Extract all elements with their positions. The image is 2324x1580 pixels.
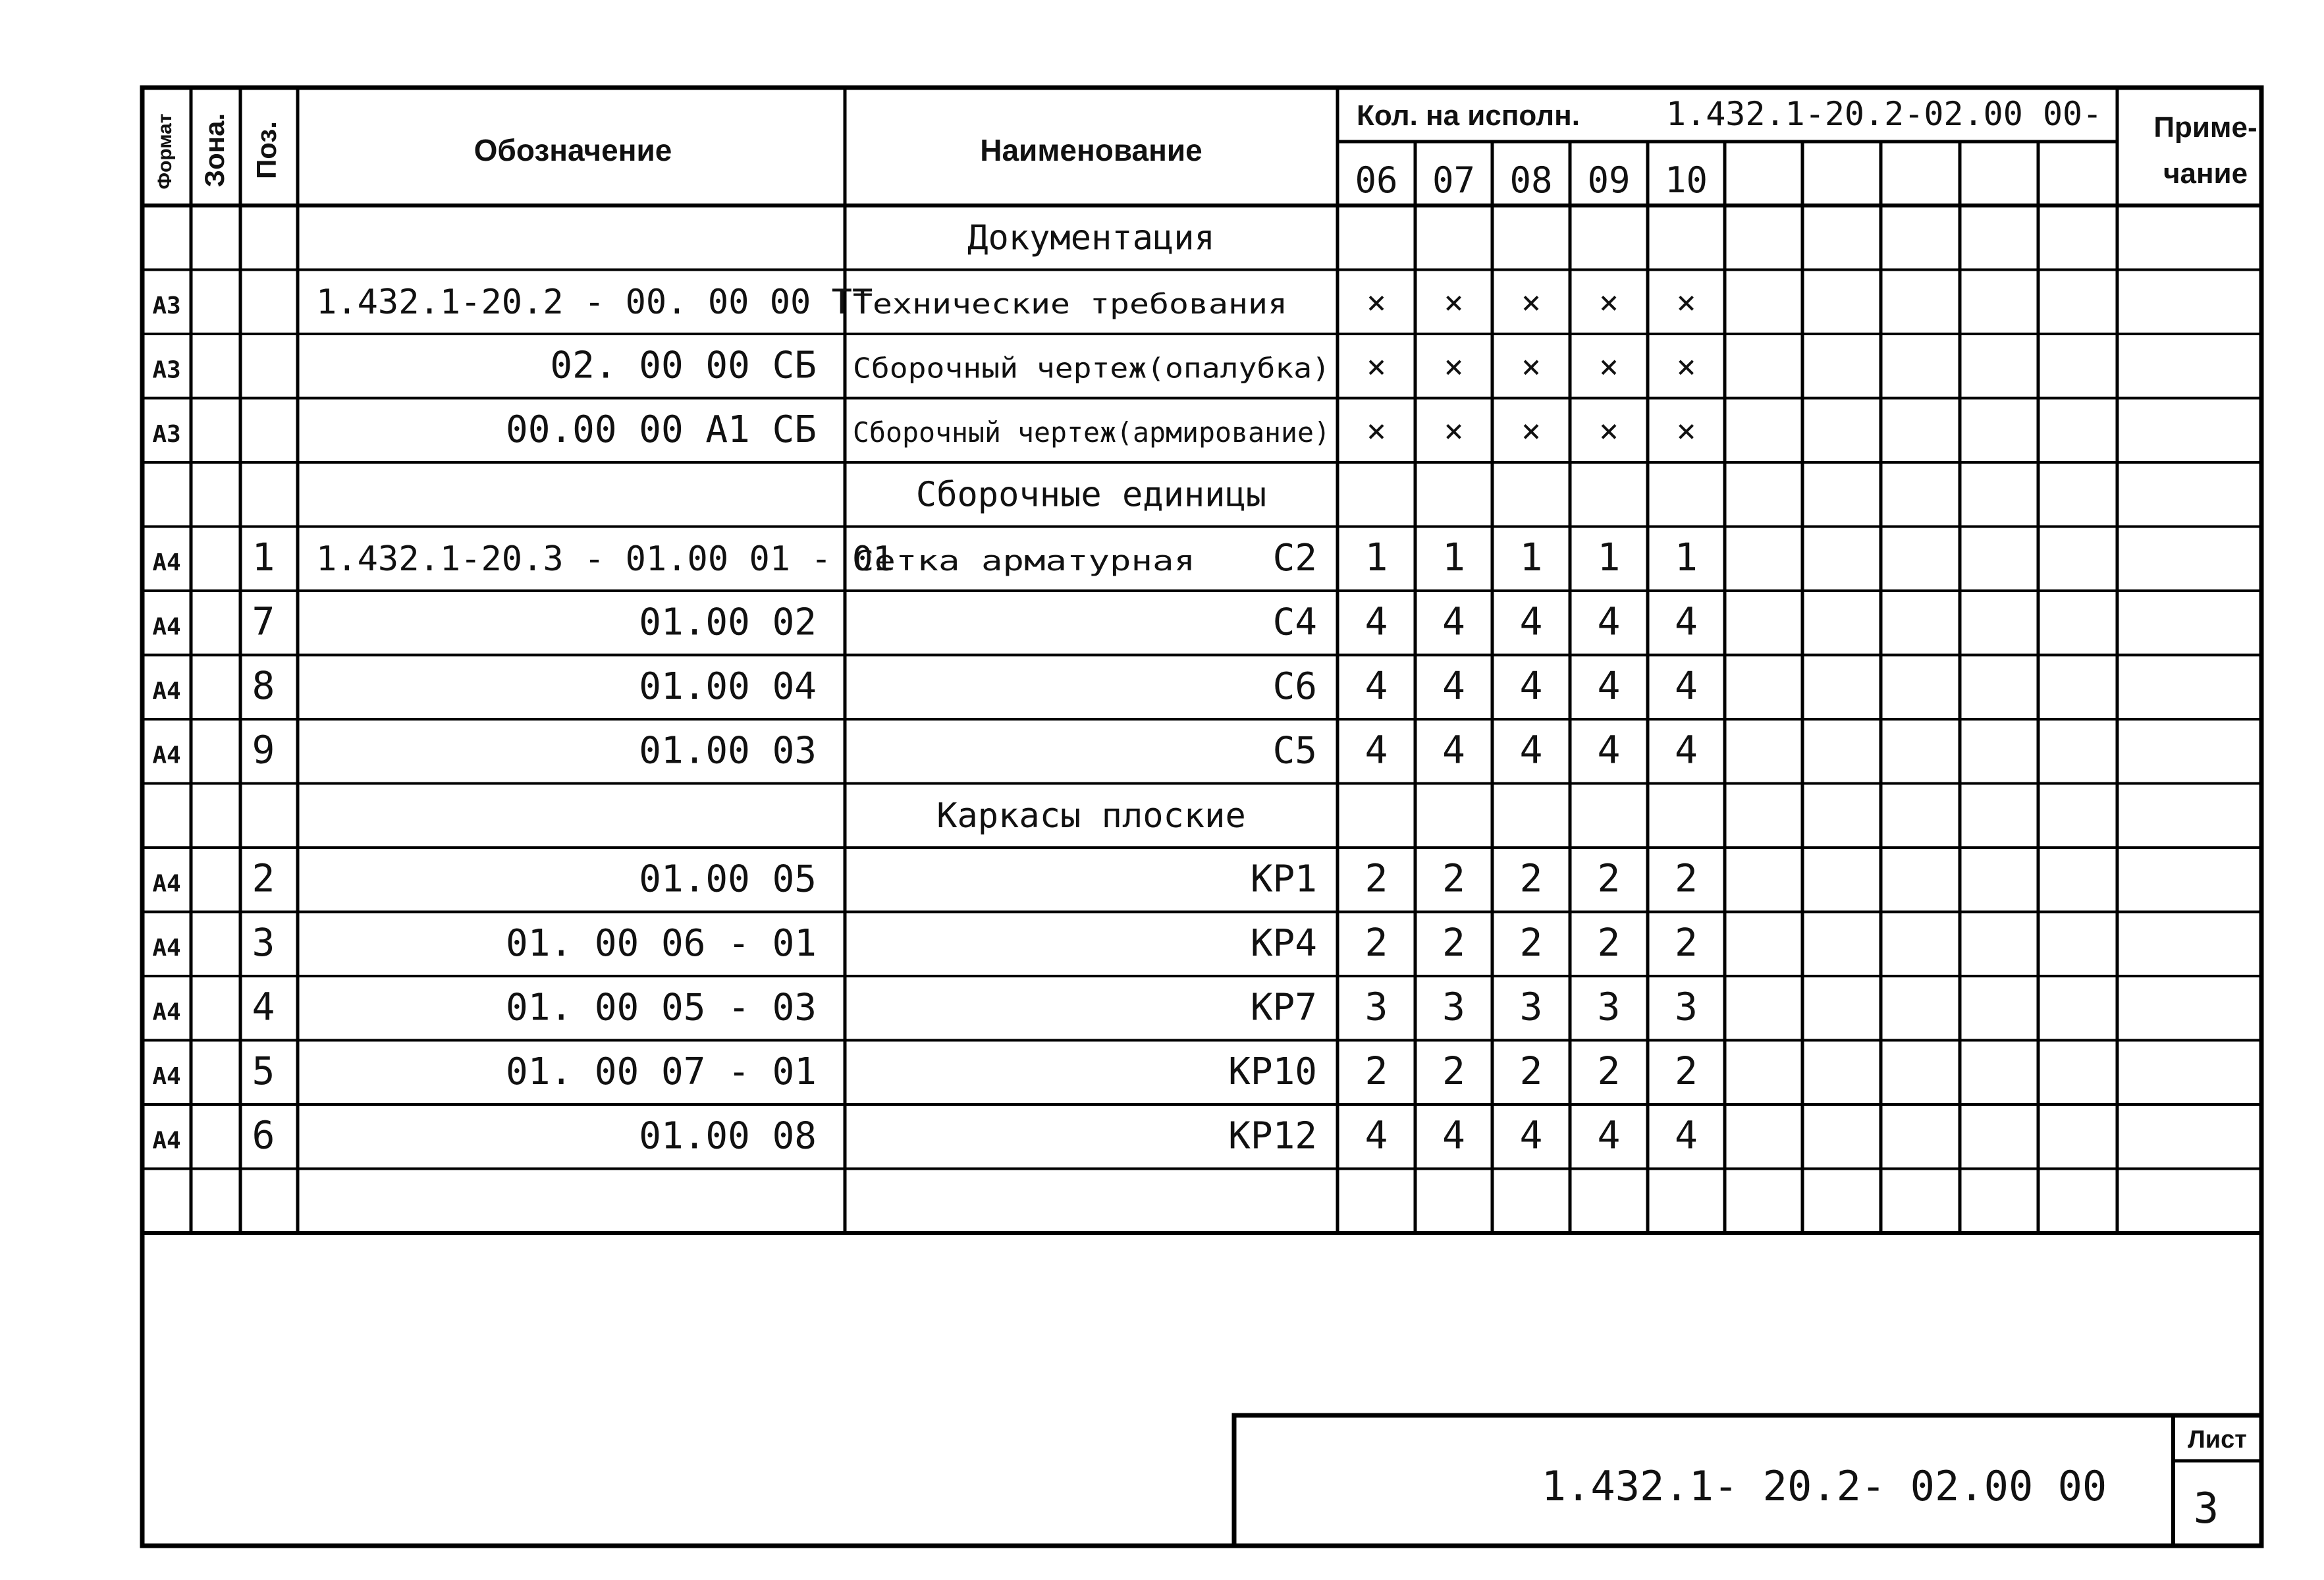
table-row bbox=[152, 408, 1696, 451]
row-qty: × bbox=[1598, 411, 1619, 450]
row-mark: КР1 bbox=[1250, 858, 1317, 901]
row-qty: 4 bbox=[1365, 663, 1388, 708]
row-qty: 2 bbox=[1442, 1048, 1465, 1093]
row-qty: 1 bbox=[1597, 534, 1621, 580]
variant-header: 08 bbox=[1509, 159, 1553, 201]
table-row bbox=[152, 344, 1696, 387]
section-title: Каркасы плоские bbox=[936, 796, 1246, 836]
row-qty: × bbox=[1521, 347, 1542, 386]
row-qty: 4 bbox=[1597, 663, 1621, 708]
row-qty: 2 bbox=[1519, 1048, 1543, 1093]
row-pos: 3 bbox=[252, 919, 275, 965]
row-qty: 2 bbox=[1519, 919, 1543, 965]
row-format: А4 bbox=[152, 677, 181, 705]
row-name: Технические требования bbox=[853, 287, 1287, 320]
row-mark: С5 bbox=[1272, 729, 1317, 773]
row-qty: × bbox=[1444, 283, 1464, 321]
row-qty: 2 bbox=[1519, 856, 1543, 901]
row-mark: С2 bbox=[1272, 536, 1317, 580]
row-qty: 4 bbox=[1442, 663, 1465, 708]
row-qty: 4 bbox=[1597, 599, 1621, 644]
row-qty: × bbox=[1598, 347, 1619, 386]
row-mark: КР12 bbox=[1228, 1114, 1317, 1158]
row-qty: 1 bbox=[1519, 534, 1543, 580]
sheet-label: Лист bbox=[2188, 1426, 2247, 1454]
row-qty: 4 bbox=[1597, 1112, 1621, 1158]
table-row bbox=[936, 796, 1246, 836]
row-qty: 4 bbox=[1365, 1112, 1388, 1158]
row-qty: × bbox=[1366, 411, 1387, 450]
row-qty: 4 bbox=[1365, 599, 1388, 644]
row-qty: 4 bbox=[1519, 1112, 1543, 1158]
row-format: А4 bbox=[152, 549, 181, 576]
row-qty: 3 bbox=[1597, 984, 1621, 1029]
table-row bbox=[152, 283, 1696, 322]
row-qty: 2 bbox=[1675, 919, 1698, 965]
table-row bbox=[152, 1049, 1698, 1093]
row-pos: 7 bbox=[252, 599, 275, 644]
table-row bbox=[152, 535, 1698, 580]
row-qty: 4 bbox=[1365, 727, 1388, 773]
section-title: Документация bbox=[967, 218, 1215, 258]
row-format: А4 bbox=[152, 742, 181, 769]
row-qty: × bbox=[1521, 411, 1542, 450]
row-qty: 4 bbox=[1519, 599, 1543, 644]
header-qty-label: Кол. на исполн. bbox=[1357, 99, 1580, 132]
table-row bbox=[152, 920, 1698, 965]
row-designation: 1.432.1-20.2 - 00. 00 00 ТТ bbox=[316, 282, 873, 322]
row-mark: КР7 bbox=[1250, 986, 1317, 1029]
table-row bbox=[152, 727, 1698, 772]
row-qty: × bbox=[1444, 411, 1464, 450]
row-qty: × bbox=[1366, 283, 1387, 321]
row-designation: 01. 00 07 - 01 bbox=[505, 1050, 817, 1093]
row-qty: 2 bbox=[1597, 919, 1621, 965]
row-qty: 4 bbox=[1675, 727, 1698, 773]
row-name: Сборочный чертеж(опалубка) bbox=[853, 352, 1330, 385]
row-qty: × bbox=[1521, 283, 1542, 321]
row-pos: 9 bbox=[252, 727, 275, 773]
variant-headers bbox=[1355, 159, 1708, 201]
row-qty: 4 bbox=[1442, 1112, 1465, 1158]
row-designation: 01.00 08 bbox=[639, 1114, 817, 1158]
sheet-number: 3 bbox=[2193, 1485, 2219, 1533]
row-qty: 4 bbox=[1675, 599, 1698, 644]
row-qty: 2 bbox=[1597, 856, 1621, 901]
row-format: А4 bbox=[152, 934, 181, 962]
row-qty: 2 bbox=[1675, 1048, 1698, 1093]
variant-header: 10 bbox=[1664, 159, 1708, 201]
row-qty: 1 bbox=[1442, 534, 1465, 580]
row-qty: 2 bbox=[1442, 919, 1465, 965]
row-qty: 4 bbox=[1675, 663, 1698, 708]
row-qty: 3 bbox=[1365, 984, 1388, 1029]
row-qty: 3 bbox=[1675, 984, 1698, 1029]
header-note-line2: чание bbox=[2163, 157, 2248, 190]
row-designation: 01.00 03 bbox=[639, 729, 817, 773]
row-qty: 4 bbox=[1597, 727, 1621, 773]
row-qty: 1 bbox=[1675, 534, 1698, 580]
row-format: А3 bbox=[152, 292, 181, 319]
row-qty: 3 bbox=[1519, 984, 1543, 1029]
row-qty: 2 bbox=[1365, 919, 1388, 965]
row-qty: 2 bbox=[1365, 1048, 1388, 1093]
header-format: Формат bbox=[153, 113, 176, 190]
table-body bbox=[152, 218, 1698, 1157]
table-row bbox=[152, 599, 1698, 643]
row-mark: С4 bbox=[1272, 601, 1317, 644]
row-designation: 1.432.1-20.3 - 01.00 01 - 01 bbox=[316, 539, 894, 579]
row-format: А3 bbox=[152, 356, 181, 384]
table-row bbox=[152, 856, 1698, 900]
row-designation: 01.00 05 bbox=[639, 858, 817, 901]
header-name: Наименование bbox=[980, 133, 1203, 167]
row-designation: 01.00 04 bbox=[639, 665, 817, 708]
row-qty: × bbox=[1676, 283, 1696, 321]
row-format: А4 bbox=[152, 1062, 181, 1090]
table-row bbox=[152, 1112, 1698, 1157]
row-qty: 2 bbox=[1675, 856, 1698, 901]
table-row bbox=[916, 475, 1266, 514]
row-qty: 3 bbox=[1442, 984, 1465, 1029]
header-designation: Обозначение bbox=[473, 133, 672, 167]
header-pos: Поз. bbox=[251, 121, 283, 179]
row-format: А4 bbox=[152, 1127, 181, 1155]
table-row bbox=[967, 218, 1215, 258]
row-designation: 01.00 02 bbox=[639, 601, 817, 644]
row-designation: 00.00 00 А1 СБ bbox=[505, 408, 817, 451]
row-qty: 2 bbox=[1365, 856, 1388, 901]
variant-header: 09 bbox=[1587, 159, 1631, 201]
section-title: Сборочные единицы bbox=[915, 475, 1267, 515]
row-qty: 4 bbox=[1519, 727, 1543, 773]
row-mark: С6 bbox=[1272, 665, 1317, 708]
header-note-line1: Приме- bbox=[2153, 111, 2257, 144]
row-designation: 02. 00 00 СБ bbox=[550, 344, 817, 387]
row-mark: КР10 bbox=[1228, 1050, 1317, 1093]
row-format: А4 bbox=[152, 998, 181, 1026]
row-qty: 2 bbox=[1442, 856, 1465, 901]
row-mark: КР4 bbox=[1250, 921, 1317, 965]
document-code: 1.432.1- 20.2- 02.00 00 bbox=[1541, 1462, 2107, 1510]
row-qty: 4 bbox=[1519, 663, 1543, 708]
variant-header: 06 bbox=[1355, 159, 1398, 201]
variant-header: 07 bbox=[1432, 159, 1476, 201]
header-zone: Зона. bbox=[199, 113, 230, 188]
row-format: А4 bbox=[152, 613, 181, 641]
row-name: Сетка арматурная bbox=[853, 544, 1195, 577]
row-pos: 1 bbox=[252, 534, 275, 580]
row-pos: 2 bbox=[252, 856, 275, 901]
row-designation: 01. 00 05 - 03 bbox=[505, 986, 817, 1029]
row-qty: 4 bbox=[1442, 599, 1465, 644]
row-format: А3 bbox=[152, 420, 181, 448]
header-qty-base: 1.432.1-20.2-02.00 00- bbox=[1666, 95, 2103, 133]
row-format: А4 bbox=[152, 870, 181, 898]
row-qty: 1 bbox=[1365, 534, 1388, 580]
row-pos: 5 bbox=[252, 1048, 275, 1093]
row-qty: × bbox=[1676, 411, 1696, 450]
title-block bbox=[1234, 1415, 2261, 1546]
table-header bbox=[154, 95, 2257, 201]
row-qty: 2 bbox=[1597, 1048, 1621, 1093]
row-qty: × bbox=[1366, 347, 1387, 386]
table-row bbox=[152, 663, 1698, 708]
row-name: Сборочный чертеж(армирование) bbox=[853, 416, 1330, 449]
row-pos: 4 bbox=[252, 984, 275, 1029]
row-qty: 4 bbox=[1442, 727, 1465, 773]
row-qty: × bbox=[1598, 283, 1619, 321]
table-grid bbox=[142, 88, 2261, 1233]
table-row bbox=[152, 984, 1698, 1029]
row-designation: 01. 00 06 - 01 bbox=[505, 921, 817, 965]
row-qty: × bbox=[1444, 347, 1464, 386]
row-pos: 6 bbox=[252, 1112, 275, 1158]
row-qty: 4 bbox=[1675, 1112, 1698, 1158]
row-pos: 8 bbox=[252, 663, 275, 708]
row-qty: × bbox=[1676, 347, 1696, 386]
